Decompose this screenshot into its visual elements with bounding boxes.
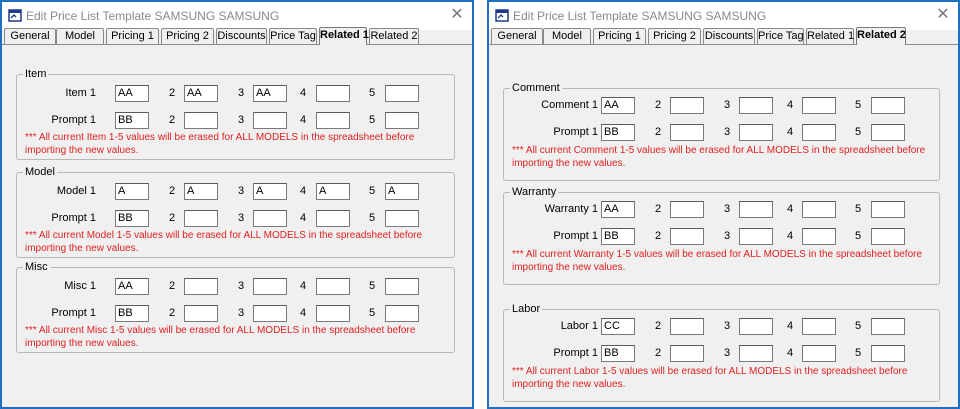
labor-field-2[interactable] bbox=[670, 318, 704, 335]
prompt-field-4[interactable] bbox=[316, 112, 350, 129]
field-label-prompt: Prompt 1 bbox=[553, 230, 598, 242]
prompt-field-2[interactable] bbox=[184, 112, 218, 129]
prompt-field-3[interactable] bbox=[253, 112, 287, 129]
misc-field-1[interactable]: AA bbox=[115, 278, 149, 295]
prompt-field-1[interactable]: BB bbox=[601, 228, 635, 245]
field-label-warranty: Warranty 1 bbox=[544, 203, 598, 215]
misc-field-4[interactable] bbox=[316, 278, 350, 295]
prompt-field-1[interactable]: BB bbox=[601, 345, 635, 362]
field-number-label: 4 bbox=[787, 99, 794, 111]
prompt-field-2[interactable] bbox=[184, 210, 218, 227]
warning-message: *** All current Misc 1-5 values will be erased for ALL MODELS in the spreadsheet before importing the new values. bbox=[25, 325, 416, 349]
tab-strip bbox=[489, 28, 958, 45]
tab-discounts[interactable]: Discounts bbox=[704, 30, 754, 42]
field-number-label: 4 bbox=[787, 126, 794, 138]
field-number-label: 3 bbox=[724, 347, 731, 359]
tab-strip bbox=[2, 28, 472, 45]
labor-field-4[interactable] bbox=[802, 318, 836, 335]
item-field-2[interactable]: AA bbox=[184, 85, 218, 102]
field-label-prompt: Prompt 1 bbox=[51, 114, 96, 126]
field-number-label: 5 bbox=[369, 87, 376, 99]
prompt-field-4[interactable] bbox=[802, 345, 836, 362]
prompt-field-1[interactable]: BB bbox=[115, 210, 149, 227]
item-field-1[interactable]: AA bbox=[115, 85, 149, 102]
group-label: Warranty bbox=[512, 186, 557, 198]
form-window-icon bbox=[495, 9, 509, 22]
field-number-label: 2 bbox=[169, 280, 176, 292]
tab-pricing-2[interactable]: Pricing 2 bbox=[161, 28, 214, 44]
item-field-3[interactable]: AA bbox=[253, 85, 287, 102]
group-label: Labor bbox=[512, 303, 541, 315]
field-number-label: 4 bbox=[300, 114, 307, 126]
field-number-label: 5 bbox=[369, 114, 376, 126]
field-number-label: 5 bbox=[855, 320, 862, 332]
prompt-field-1[interactable]: BB bbox=[115, 305, 149, 322]
group-label: Item bbox=[25, 68, 47, 80]
prompt-field-4[interactable] bbox=[316, 210, 350, 227]
field-number-label: 2 bbox=[655, 347, 662, 359]
field-number-label: 4 bbox=[300, 280, 307, 292]
group-comment bbox=[503, 82, 940, 181]
field-number-label: 5 bbox=[855, 99, 862, 111]
right-dialog-window bbox=[487, 0, 960, 409]
prompt-field-1[interactable]: BB bbox=[601, 124, 635, 141]
group-label: Misc bbox=[25, 261, 48, 273]
prompt-field-3[interactable] bbox=[739, 124, 773, 141]
warning-message: *** All current Comment 1-5 values will be erased for ALL MODELS in the spreadsheet before importing the new values. bbox=[512, 145, 926, 169]
tab-discounts[interactable]: Discounts bbox=[217, 30, 266, 42]
labor-field-3[interactable] bbox=[739, 318, 773, 335]
prompt-field-5[interactable] bbox=[871, 345, 905, 362]
tab-pricing-2[interactable]: Pricing 2 bbox=[648, 28, 701, 44]
tab-panel-related-2 bbox=[489, 44, 958, 407]
form-window-icon bbox=[8, 9, 22, 22]
close-icon[interactable]: ✕ bbox=[936, 6, 950, 23]
title-bar bbox=[489, 2, 958, 30]
field-number-label: 2 bbox=[655, 203, 662, 215]
item-field-5[interactable] bbox=[385, 85, 419, 102]
warning-message: *** All current Model 1-5 values will be erased for ALL MODELS in the spreadsheet before importing the new values. bbox=[25, 230, 423, 254]
field-number-label: 2 bbox=[655, 320, 662, 332]
prompt-field-5[interactable] bbox=[871, 124, 905, 141]
warranty-field-1[interactable]: AA bbox=[601, 201, 635, 218]
prompt-field-4[interactable] bbox=[802, 228, 836, 245]
field-number-label: 2 bbox=[655, 99, 662, 111]
field-label-item: Item 1 bbox=[65, 87, 96, 99]
field-number-label: 5 bbox=[855, 230, 862, 242]
tab-model[interactable]: Model bbox=[56, 28, 104, 44]
field-label-comment: Comment 1 bbox=[541, 99, 598, 111]
field-number-label: 5 bbox=[369, 212, 376, 224]
field-number-label: 4 bbox=[787, 230, 794, 242]
tab-related-2[interactable]: Related 2 bbox=[856, 27, 906, 45]
tab-general[interactable]: General bbox=[491, 28, 543, 44]
field-label-prompt: Prompt 1 bbox=[51, 212, 96, 224]
prompt-field-4[interactable] bbox=[316, 305, 350, 322]
labor-field-5[interactable] bbox=[871, 318, 905, 335]
model-field-2[interactable]: A bbox=[184, 183, 218, 200]
model-field-4[interactable]: A bbox=[316, 183, 350, 200]
field-number-label: 3 bbox=[724, 126, 731, 138]
tab-price-tag[interactable]: Price Tag bbox=[270, 30, 316, 42]
field-number-label: 4 bbox=[787, 320, 794, 332]
field-number-label: 3 bbox=[238, 185, 245, 197]
comment-field-5[interactable] bbox=[871, 97, 905, 114]
field-number-label: 4 bbox=[787, 347, 794, 359]
tab-pricing-1[interactable]: Pricing 1 bbox=[593, 28, 646, 44]
comment-field-4[interactable] bbox=[802, 97, 836, 114]
field-number-label: 5 bbox=[369, 307, 376, 319]
field-number-label: 2 bbox=[655, 126, 662, 138]
window-title: Edit Price List Template SAMSUNG SAMSUNG bbox=[26, 9, 280, 23]
prompt-field-5[interactable] bbox=[385, 112, 419, 129]
prompt-field-1[interactable]: BB bbox=[115, 112, 149, 129]
group-label: Model bbox=[25, 166, 55, 178]
field-label-misc: Misc 1 bbox=[64, 280, 96, 292]
prompt-field-3[interactable] bbox=[253, 305, 287, 322]
item-field-4[interactable] bbox=[316, 85, 350, 102]
warranty-field-5[interactable] bbox=[871, 201, 905, 218]
tab-panel-related-1 bbox=[2, 44, 472, 407]
field-number-label: 3 bbox=[238, 87, 245, 99]
field-number-label: 5 bbox=[855, 203, 862, 215]
field-number-label: 2 bbox=[169, 87, 176, 99]
prompt-field-5[interactable] bbox=[871, 228, 905, 245]
labor-field-1[interactable]: CC bbox=[601, 318, 635, 335]
group-misc bbox=[16, 261, 455, 353]
warning-message: *** All current Warranty 1-5 values will be erased for ALL MODELS in the spreadsheet before importing the new values. bbox=[512, 249, 923, 273]
warranty-field-3[interactable] bbox=[739, 201, 773, 218]
field-number-label: 2 bbox=[169, 114, 176, 126]
prompt-field-3[interactable] bbox=[739, 228, 773, 245]
prompt-field-2[interactable] bbox=[670, 345, 704, 362]
warning-message: *** All current Item 1-5 values will be erased for ALL MODELS in the spreadsheet before importing the new values. bbox=[25, 132, 415, 156]
field-number-label: 3 bbox=[238, 307, 245, 319]
field-label-prompt: Prompt 1 bbox=[553, 126, 598, 138]
field-number-label: 5 bbox=[855, 347, 862, 359]
prompt-field-3[interactable] bbox=[739, 345, 773, 362]
tab-model[interactable]: Model bbox=[543, 28, 591, 44]
prompt-field-4[interactable] bbox=[802, 124, 836, 141]
field-label-prompt: Prompt 1 bbox=[51, 307, 96, 319]
comment-field-2[interactable] bbox=[670, 97, 704, 114]
group-label: Comment bbox=[512, 82, 560, 94]
group-model bbox=[16, 166, 455, 258]
field-number-label: 4 bbox=[300, 212, 307, 224]
field-number-label: 3 bbox=[724, 230, 731, 242]
field-number-label: 2 bbox=[169, 185, 176, 197]
comment-field-1[interactable]: AA bbox=[601, 97, 635, 114]
group-warranty bbox=[503, 186, 940, 285]
field-number-label: 5 bbox=[855, 126, 862, 138]
model-field-5[interactable]: A bbox=[385, 183, 419, 200]
field-label-prompt: Prompt 1 bbox=[553, 347, 598, 359]
tab-general[interactable]: General bbox=[4, 28, 56, 44]
tab-related-1[interactable]: Related 1 bbox=[319, 27, 367, 45]
misc-field-2[interactable] bbox=[184, 278, 218, 295]
field-number-label: 4 bbox=[300, 87, 307, 99]
model-field-3[interactable]: A bbox=[253, 183, 287, 200]
left-dialog-window bbox=[0, 0, 474, 409]
tab-pricing-1[interactable]: Pricing 1 bbox=[106, 28, 159, 44]
prompt-field-5[interactable] bbox=[385, 305, 419, 322]
prompt-field-5[interactable] bbox=[385, 210, 419, 227]
close-icon[interactable]: ✕ bbox=[450, 6, 464, 23]
field-number-label: 3 bbox=[724, 99, 731, 111]
field-number-label: 2 bbox=[169, 212, 176, 224]
window-title: Edit Price List Template SAMSUNG SAMSUNG bbox=[513, 9, 767, 23]
prompt-field-3[interactable] bbox=[253, 210, 287, 227]
prompt-field-2[interactable] bbox=[670, 124, 704, 141]
field-number-label: 5 bbox=[369, 280, 376, 292]
tab-related-1[interactable]: Related 1 bbox=[807, 30, 855, 42]
field-number-label: 3 bbox=[238, 212, 245, 224]
prompt-field-2[interactable] bbox=[184, 305, 218, 322]
warranty-field-2[interactable] bbox=[670, 201, 704, 218]
group-labor bbox=[503, 303, 940, 402]
warranty-field-4[interactable] bbox=[802, 201, 836, 218]
field-number-label: 3 bbox=[724, 203, 731, 215]
field-number-label: 2 bbox=[169, 307, 176, 319]
model-field-1[interactable]: A bbox=[115, 183, 149, 200]
prompt-field-2[interactable] bbox=[670, 228, 704, 245]
title-bar bbox=[2, 2, 472, 30]
comment-field-3[interactable] bbox=[739, 97, 773, 114]
tab-price-tag[interactable]: Price Tag bbox=[758, 30, 804, 42]
field-number-label: 4 bbox=[300, 307, 307, 319]
field-number-label: 5 bbox=[369, 185, 376, 197]
tab-related-2[interactable]: Related 2 bbox=[370, 30, 418, 42]
warning-message: *** All current Labor 1-5 values will be erased for ALL MODELS in the spreadsheet before importing the new values. bbox=[512, 366, 908, 390]
field-number-label: 4 bbox=[787, 203, 794, 215]
field-number-label: 3 bbox=[238, 280, 245, 292]
misc-field-3[interactable] bbox=[253, 278, 287, 295]
field-number-label: 2 bbox=[655, 230, 662, 242]
field-number-label: 3 bbox=[724, 320, 731, 332]
group-item bbox=[16, 68, 455, 160]
misc-field-5[interactable] bbox=[385, 278, 419, 295]
field-label-model: Model 1 bbox=[56, 185, 96, 197]
field-number-label: 4 bbox=[300, 185, 307, 197]
field-label-labor: Labor 1 bbox=[560, 320, 598, 332]
field-number-label: 3 bbox=[238, 114, 245, 126]
